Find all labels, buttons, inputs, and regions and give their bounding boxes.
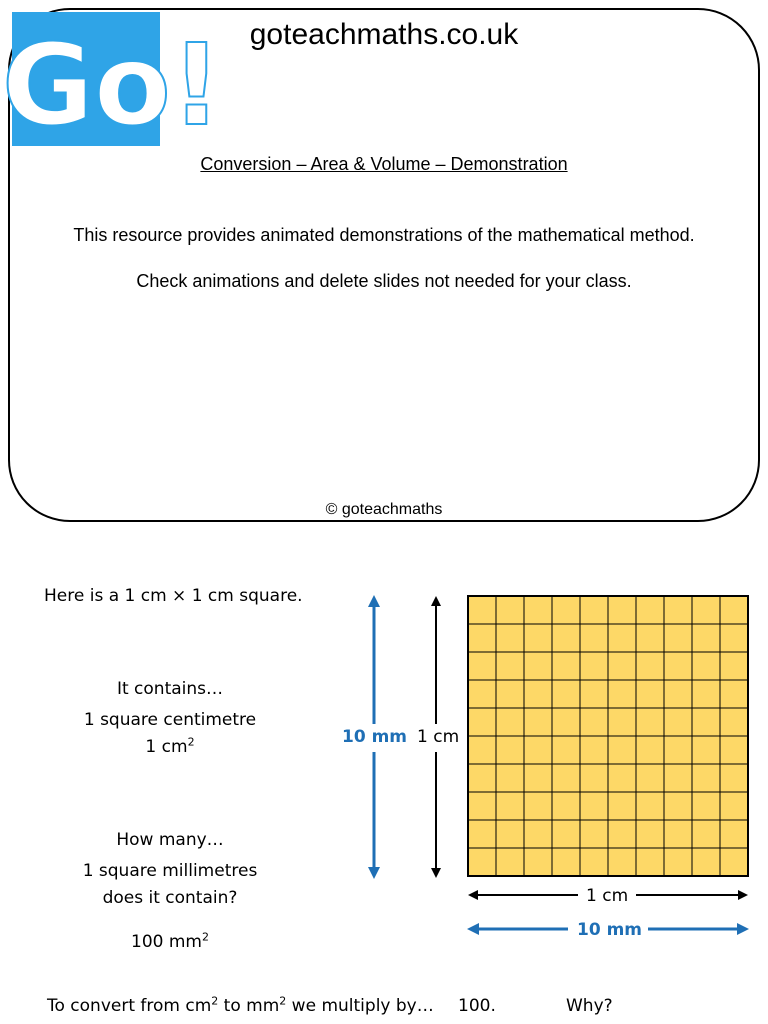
grid-cell-mm2 bbox=[524, 652, 552, 680]
grid-cell-mm2 bbox=[720, 680, 748, 708]
grid-cell-mm2 bbox=[552, 764, 580, 792]
label-1cm-vertical: 1 cm bbox=[417, 727, 460, 747]
grid-cell-mm2 bbox=[580, 764, 608, 792]
grid-cell-mm2 bbox=[608, 736, 636, 764]
how-many-text: How many… bbox=[116, 830, 224, 850]
label-10mm-horizontal: 10 mm bbox=[577, 920, 643, 940]
grid-cell-mm2 bbox=[608, 596, 636, 624]
grid-cell-mm2 bbox=[664, 820, 692, 848]
grid-cell-mm2 bbox=[468, 764, 496, 792]
grid-cell-mm2 bbox=[468, 820, 496, 848]
grid-cell-mm2 bbox=[664, 764, 692, 792]
cm-squared-text: 1 $cm^2$ bbox=[145, 735, 195, 757]
grid-cell-mm2 bbox=[608, 820, 636, 848]
grid-cell-mm2 bbox=[580, 624, 608, 652]
grid-cell-mm2 bbox=[580, 820, 608, 848]
grid-cell-mm2 bbox=[664, 596, 692, 624]
grid-cell-mm2 bbox=[524, 764, 552, 792]
grid-cell-mm2 bbox=[496, 596, 524, 624]
grid-cell-mm2 bbox=[580, 736, 608, 764]
grid-cell-mm2 bbox=[524, 624, 552, 652]
grid-cell-mm2 bbox=[692, 652, 720, 680]
grid-cell-mm2 bbox=[608, 708, 636, 736]
label-10mm-vertical: 10 mm bbox=[342, 727, 408, 747]
grid-cell-mm2 bbox=[664, 624, 692, 652]
grid-cell-mm2 bbox=[552, 652, 580, 680]
grid-cell-mm2 bbox=[496, 708, 524, 736]
grid-cell-mm2 bbox=[552, 708, 580, 736]
grid-cell-mm2 bbox=[552, 848, 580, 876]
grid-cell-mm2 bbox=[664, 792, 692, 820]
intro-text: Here is a 1 cm × 1 cm square. bbox=[44, 586, 303, 606]
grid-cell-mm2 bbox=[664, 848, 692, 876]
does-it-contain-text: does it contain? bbox=[102, 888, 238, 908]
grid-cell-mm2 bbox=[720, 820, 748, 848]
grid-cell-mm2 bbox=[496, 680, 524, 708]
grid-cell-mm2 bbox=[608, 848, 636, 876]
grid-cell-mm2 bbox=[496, 652, 524, 680]
convert-statement: To convert from $cm^2$ to $mm^2$ we multiply by… bbox=[47, 994, 434, 1016]
grid-cell-mm2 bbox=[692, 708, 720, 736]
grid-cell-mm2 bbox=[552, 736, 580, 764]
grid-cell-mm2 bbox=[552, 624, 580, 652]
grid-cell-mm2 bbox=[636, 708, 664, 736]
grid-cell-mm2 bbox=[468, 596, 496, 624]
grid-cell-mm2 bbox=[692, 736, 720, 764]
grid-cell-mm2 bbox=[720, 792, 748, 820]
grid-cell-mm2 bbox=[524, 736, 552, 764]
grid-cell-mm2 bbox=[720, 848, 748, 876]
grid-cell-mm2 bbox=[552, 596, 580, 624]
grid-cell-mm2 bbox=[496, 764, 524, 792]
grid-cell-mm2 bbox=[580, 792, 608, 820]
site-title: goteachmaths.co.uk bbox=[249, 18, 519, 51]
grid-cell-mm2 bbox=[692, 680, 720, 708]
grid-cell-mm2 bbox=[692, 848, 720, 876]
logo-text: Go! bbox=[2, 21, 222, 151]
grid-cell-mm2 bbox=[552, 820, 580, 848]
grid-cell-mm2 bbox=[636, 680, 664, 708]
grid-cell-mm2 bbox=[636, 596, 664, 624]
grid-cell-mm2 bbox=[468, 708, 496, 736]
grid-cell-mm2 bbox=[580, 708, 608, 736]
grid-cell-mm2 bbox=[496, 848, 524, 876]
grid-cell-mm2 bbox=[720, 596, 748, 624]
intro-line-1: This resource provides animated demonstrations of the mathematical method. bbox=[73, 225, 695, 245]
grid-cell-mm2 bbox=[496, 736, 524, 764]
grid-cell-mm2 bbox=[552, 680, 580, 708]
grid-cell-mm2 bbox=[580, 848, 608, 876]
grid-cell-mm2 bbox=[468, 792, 496, 820]
grid-cell-mm2 bbox=[720, 624, 748, 652]
centimetre-grid bbox=[468, 596, 748, 876]
grid-cell-mm2 bbox=[692, 764, 720, 792]
grid-cell-mm2 bbox=[636, 792, 664, 820]
grid-cell-mm2 bbox=[468, 624, 496, 652]
grid-cell-mm2 bbox=[580, 652, 608, 680]
grid-cell-mm2 bbox=[468, 680, 496, 708]
label-1cm-horizontal: 1 cm bbox=[586, 886, 629, 906]
grid-cell-mm2 bbox=[468, 848, 496, 876]
grid-cell-mm2 bbox=[468, 736, 496, 764]
demo-slide bbox=[0, 560, 768, 1024]
grid-cell-mm2 bbox=[720, 736, 748, 764]
grid-cell-mm2 bbox=[720, 764, 748, 792]
grid-cell-mm2 bbox=[692, 624, 720, 652]
grid-cell-mm2 bbox=[608, 652, 636, 680]
square-diagram bbox=[0, 560, 768, 1024]
grid-cell-mm2 bbox=[664, 680, 692, 708]
grid-cell-mm2 bbox=[692, 596, 720, 624]
grid-cell-mm2 bbox=[524, 596, 552, 624]
one-square-centimetre-text: 1 square centimetre bbox=[83, 710, 257, 730]
grid-cell-mm2 bbox=[636, 624, 664, 652]
grid-cell-mm2 bbox=[636, 764, 664, 792]
grid-cell-mm2 bbox=[720, 652, 748, 680]
answer-text: 100 $mm^2$ bbox=[131, 930, 209, 952]
grid-cell-mm2 bbox=[692, 820, 720, 848]
multiply-value: 100. bbox=[458, 996, 496, 1016]
grid-cell-mm2 bbox=[524, 820, 552, 848]
grid-cell-mm2 bbox=[580, 680, 608, 708]
intro-line-2: Check animations and delete slides not needed for your class. bbox=[136, 271, 632, 291]
grid-cell-mm2 bbox=[636, 848, 664, 876]
grid-cell-mm2 bbox=[524, 792, 552, 820]
grid-cell-mm2 bbox=[720, 708, 748, 736]
grid-cell-mm2 bbox=[636, 820, 664, 848]
grid-cell-mm2 bbox=[664, 708, 692, 736]
grid-cell-mm2 bbox=[608, 680, 636, 708]
grid-cell-mm2 bbox=[608, 764, 636, 792]
grid-cell-mm2 bbox=[664, 736, 692, 764]
grid-cell-mm2 bbox=[608, 792, 636, 820]
grid-cell-mm2 bbox=[524, 848, 552, 876]
grid-cell-mm2 bbox=[692, 792, 720, 820]
copyright: © goteachmaths bbox=[325, 501, 443, 518]
grid-cell-mm2 bbox=[468, 652, 496, 680]
grid-cell-mm2 bbox=[524, 680, 552, 708]
slide-heading: Conversion – Area & Volume – Demonstration bbox=[200, 154, 568, 174]
grid-cell-mm2 bbox=[608, 624, 636, 652]
grid-cell-mm2 bbox=[524, 708, 552, 736]
grid-cell-mm2 bbox=[552, 792, 580, 820]
grid-cell-mm2 bbox=[496, 820, 524, 848]
grid-cell-mm2 bbox=[636, 652, 664, 680]
grid-cell-mm2 bbox=[496, 792, 524, 820]
one-square-millimetres-text: 1 square millimetres bbox=[82, 861, 258, 881]
grid-cell-mm2 bbox=[636, 736, 664, 764]
why-text: Why? bbox=[566, 996, 613, 1016]
grid-cell-mm2 bbox=[664, 652, 692, 680]
grid-cell-mm2 bbox=[496, 624, 524, 652]
it-contains-text: It contains… bbox=[116, 679, 224, 699]
grid-cell-mm2 bbox=[580, 596, 608, 624]
